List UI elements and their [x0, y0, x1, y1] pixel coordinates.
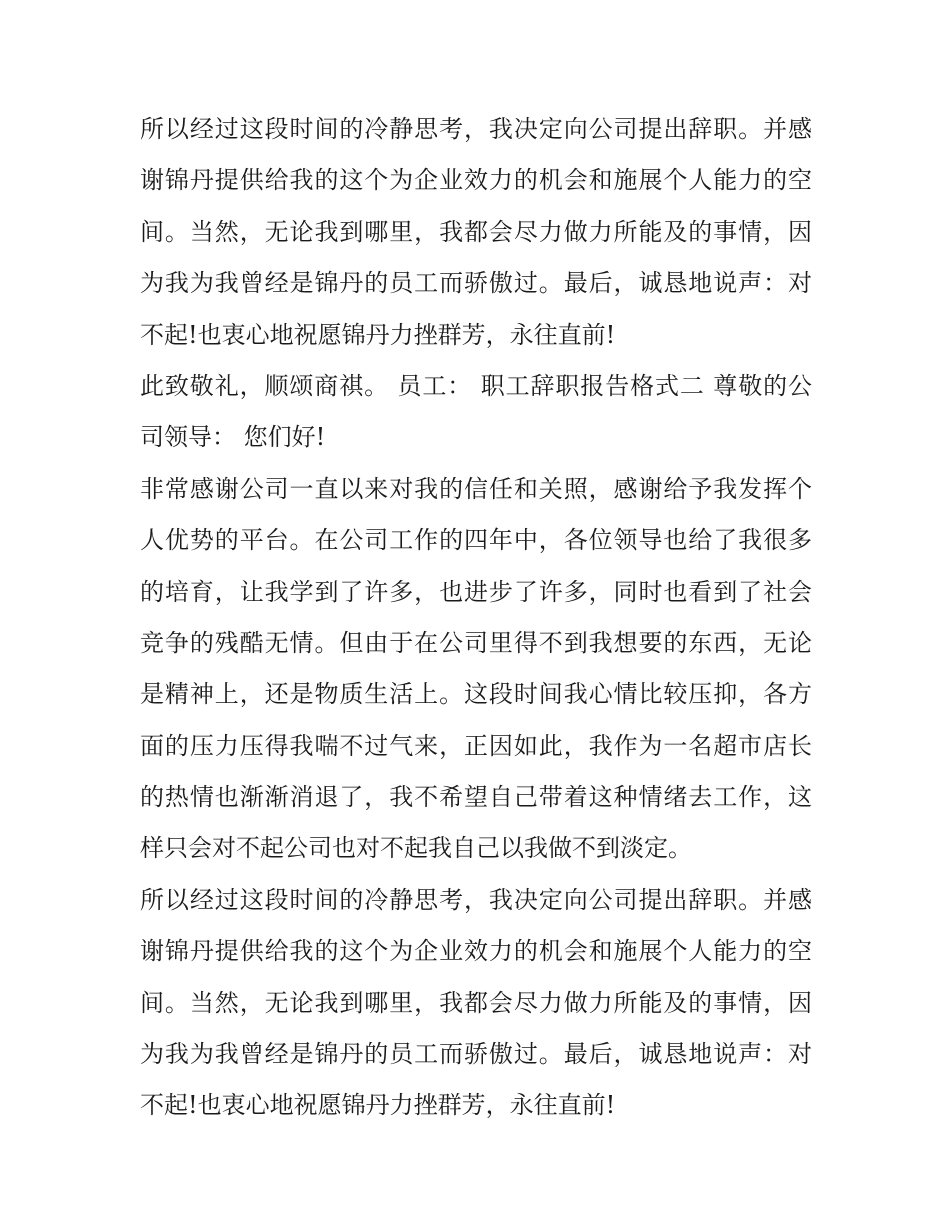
text-line: 所以经过这段时间的冷静思考，我决定向公司提出辞职。并感: [140, 885, 812, 914]
text-line: 的培育，让我学到了许多，也进步了许多，同时也看到了社会: [140, 577, 812, 606]
body-text: [140, 104, 812, 1132]
text-line: 间。当然，无论我到哪里，我都会尽力做力所能及的事情，因: [140, 217, 812, 246]
text-line: 面的压力压得我喘不过气来，正因如此，我作为一名超市店长: [140, 731, 812, 760]
text-line: 不起!也衷心地祝愿锦丹力挫群芳，永往直前!: [140, 320, 616, 349]
text-line: 司领导： 您们好!: [140, 423, 326, 452]
text-line: 非常感谢公司一直以来对我的信任和关照，感谢给予我发挥个: [140, 474, 812, 503]
text-line: 是精神上，还是物质生活上。这段时间我心情比较压抑，各方: [140, 680, 812, 709]
text-line: 所以经过这段时间的冷静思考，我决定向公司提出辞职。并感: [140, 115, 812, 143]
text-line: 为我为我曾经是锦丹的员工而骄傲过。最后，诚恳地说声：对: [140, 269, 812, 298]
text-line: 人优势的平台。在公司工作的四年中，各位领导也给了我很多: [140, 526, 812, 555]
text-line: 谢锦丹提供给我的这个为企业效力的机会和施展个人能力的空: [140, 166, 812, 195]
text-line: 此致敬礼，顺颂商祺。 员工： 职工辞职报告格式二 尊敬的公: [140, 371, 812, 400]
text-line: 间。当然，无论我到哪里，我都会尽力做力所能及的事情，因: [140, 988, 812, 1017]
text-line: 样只会对不起公司也对不起我自己以我做不到淡定。: [140, 834, 692, 863]
text-line: 为我为我曾经是锦丹的员工而骄傲过。最后，诚恳地说声：对: [140, 1040, 812, 1069]
text-line: 不起!也衷心地祝愿锦丹力挫群芳，永往直前!: [140, 1091, 616, 1120]
text-line: 谢锦丹提供给我的这个为企业效力的机会和施展个人能力的空: [140, 937, 812, 966]
text-line: 的热情也渐渐消退了，我不希望自己带着这种情绪去工作，这: [140, 783, 812, 812]
text-line: 竞争的残酷无情。但由于在公司里得不到我想要的东西，无论: [140, 628, 812, 657]
